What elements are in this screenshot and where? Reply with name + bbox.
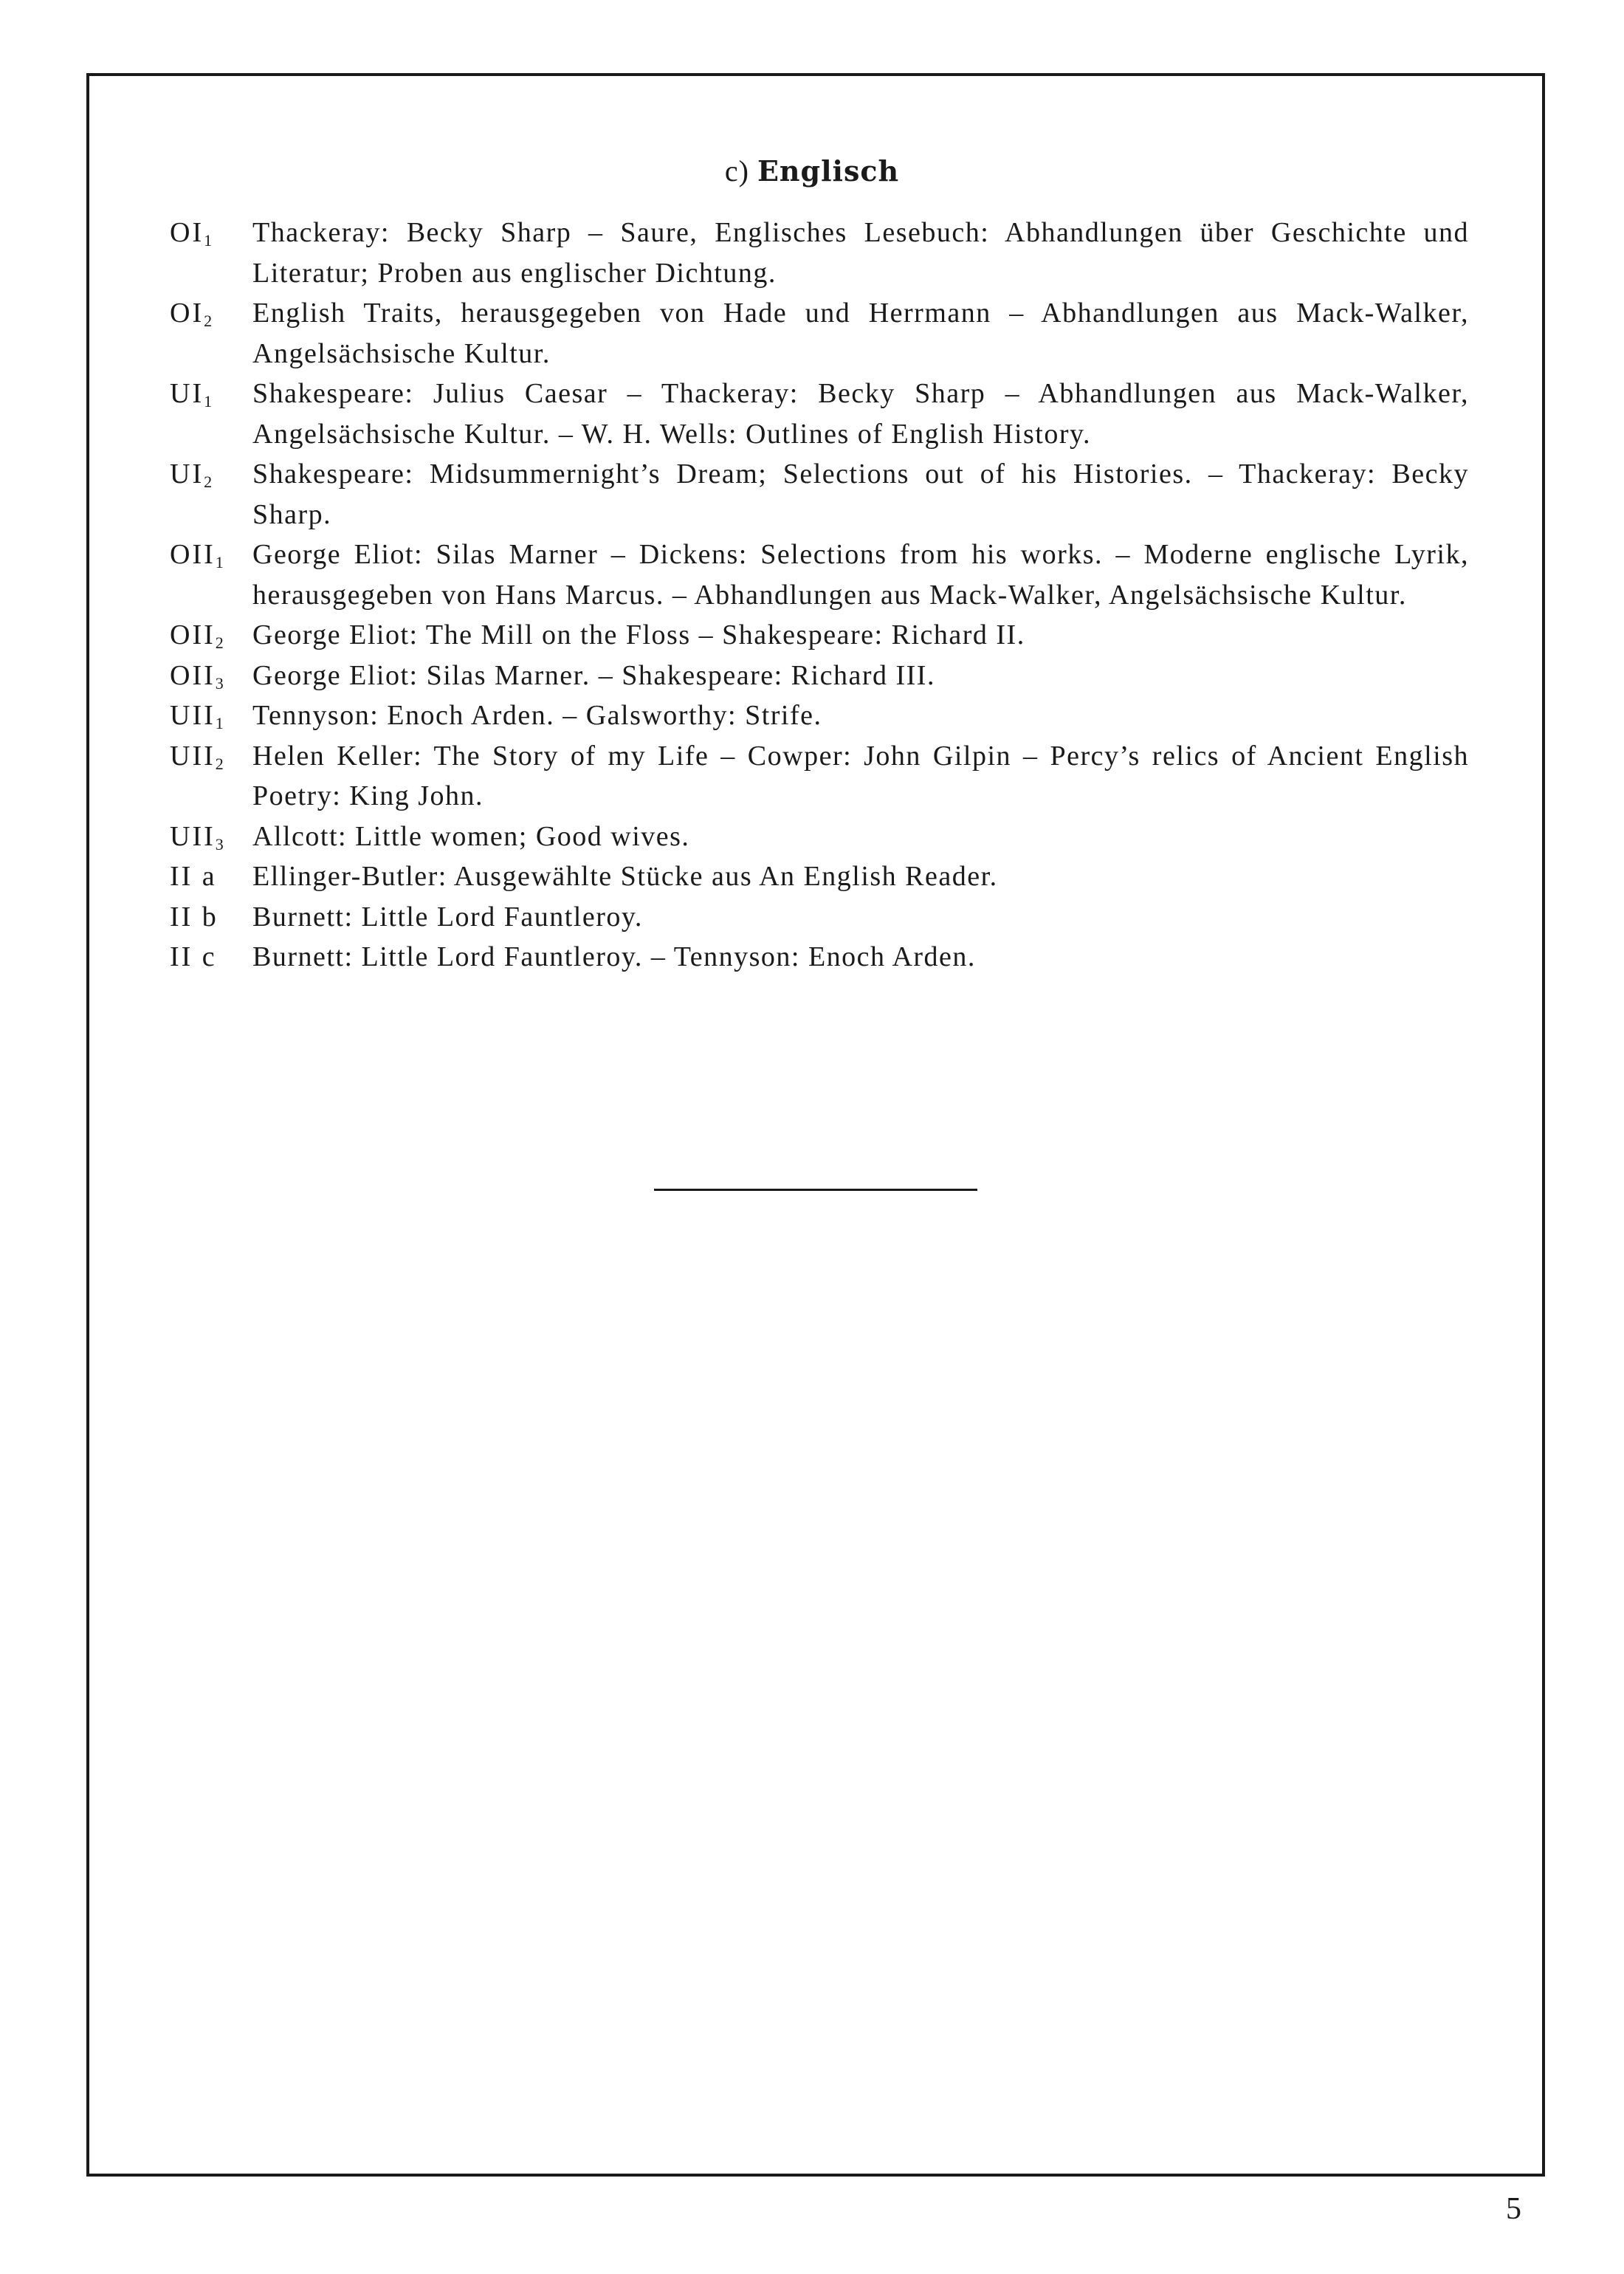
section-title: Englisch xyxy=(757,154,900,188)
reading-text: George Eliot: Silas Marner. – Shakespeare: Richard III. xyxy=(252,659,935,691)
list-item-IIa xyxy=(170,856,1469,897)
reading-text: Allcott: Little women; Good wives. xyxy=(252,820,690,852)
section-heading xyxy=(0,154,1624,188)
reading-text: Tennyson: Enoch Arden. – Galsworthy: Strife. xyxy=(252,700,822,731)
page-number: 5 xyxy=(1506,2192,1521,2226)
reading-text: Ellinger-Butler: Ausgewählte Stücke aus An English Reader. xyxy=(252,861,998,892)
list-item-OII2 xyxy=(170,615,1469,656)
class-code: $OII_1$ xyxy=(170,539,224,571)
reading-text: Shakespeare: Julius Caesar – Thackeray: Becky Sharp – Abhandlungen aus Mack-Walker, Angelsächsische Kultur. – W. H. Wells: Outlines of English History. xyxy=(252,378,1469,450)
reading-text: Burnett: Little Lord Fauntleroy. xyxy=(252,901,643,932)
closing-rule xyxy=(654,1189,977,1191)
reading-text: English Traits, herausgegeben von Hade und Herrmann – Abhandlungen aus Mack-Walker, Angelsächsische Kultur. xyxy=(252,298,1469,369)
list-item-UII2 xyxy=(170,736,1469,817)
list-item-OI1 xyxy=(170,213,1469,293)
reading-text: Thackeray: Becky Sharp – Saure, Englisches Lesebuch: Abhandlungen über Geschichte und Literatur; Proben aus englischer Dichtung. xyxy=(252,217,1469,289)
list-item-UII1 xyxy=(170,695,1469,736)
class-code: $UII_1$ xyxy=(170,700,224,732)
class-code: $UII_2$ xyxy=(170,740,224,773)
list-item-OI2 xyxy=(170,293,1469,374)
class-code: $OII_3$ xyxy=(170,659,224,693)
list-item-UI1 xyxy=(170,374,1469,454)
list-item-OII1 xyxy=(170,535,1469,615)
class-code: $OII_2$ xyxy=(170,619,224,652)
list-item-OII3 xyxy=(170,656,1469,696)
list-item-UII3 xyxy=(170,817,1469,857)
class-code: $OI_1$ xyxy=(170,217,213,250)
section-letter: c) xyxy=(724,154,749,188)
class-code: $UII_3$ xyxy=(170,820,224,853)
reading-text: George Eliot: Silas Marner – Dickens: Selections from his works. – Moderne englische Lyrik, herausgegeben von Hans Marcus. – Abhandlungen aus Mack-Walker, Angelsächsische Kultur. xyxy=(252,539,1469,611)
class-code: II c xyxy=(170,941,217,972)
list-item-UI2 xyxy=(170,454,1469,535)
class-code: $UI_1$ xyxy=(170,378,213,411)
list-item-IIc xyxy=(170,937,1469,978)
list-item-IIb xyxy=(170,897,1469,938)
reading-text: Shakespeare: Midsummernight’s Dream; Selections out of his Histories. – Thackeray: Becky Sharp. xyxy=(252,458,1469,530)
reading-list xyxy=(170,213,1469,978)
class-code: $UI_2$ xyxy=(170,458,213,491)
reading-text: Helen Keller: The Story of my Life – Cowper: John Gilpin – Percy’s relics of Ancient English Poetry: King John. xyxy=(252,740,1469,811)
class-code: $OI_2$ xyxy=(170,298,213,330)
class-code: II b xyxy=(170,901,219,932)
reading-text: Burnett: Little Lord Fauntleroy. – Tennyson: Enoch Arden. xyxy=(252,941,976,972)
class-code: II a xyxy=(170,861,217,892)
reading-text: George Eliot: The Mill on the Floss – Shakespeare: Richard II. xyxy=(252,619,1025,650)
